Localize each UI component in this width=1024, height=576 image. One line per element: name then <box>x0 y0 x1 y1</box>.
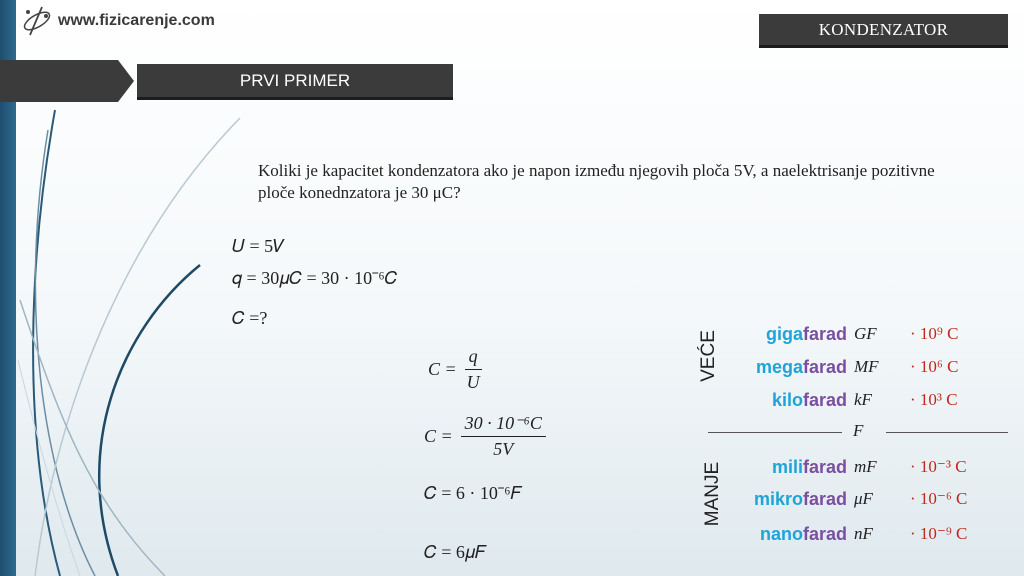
substitution-numerator: 30 · 10⁻⁶C <box>461 413 546 437</box>
curve-line <box>99 265 200 576</box>
curve-line <box>18 360 80 576</box>
larger-units-label: VEĆE <box>697 330 719 382</box>
formula-numerator: q <box>465 346 482 370</box>
divider-right <box>886 432 1008 433</box>
unit-factor: · 10⁶ C <box>910 357 959 376</box>
unit-row-mikro <box>720 489 1010 515</box>
unit-row-mili <box>720 457 1010 483</box>
substitution-denominator: 5V <box>493 439 514 459</box>
smaller-units-label: MANJE <box>702 461 724 527</box>
given-charge: 𝑞 = 30𝜇𝐶 = 30 · 10⁻⁶𝐶 <box>232 268 398 288</box>
atom-logo-icon <box>20 4 54 38</box>
problem-statement: Koliki je kapacitet kondenzatora ako je napon između njegovih ploča 5V, a naelektrisanje pozitivne ploče konednzatora je 30 μC? <box>258 161 935 202</box>
unit-symbol: mF <box>854 457 877 476</box>
unit-factor: · 10³ C <box>910 390 958 409</box>
given-voltage: 𝑈 = 5𝑉 <box>232 236 285 256</box>
unit-factor: · 10⁹ C <box>910 324 959 343</box>
substitution-lhs: C = <box>424 426 453 446</box>
unit-symbol: μF <box>854 489 873 508</box>
unit-row-kilo <box>720 390 1010 416</box>
unit-base: farad <box>802 457 847 477</box>
unit-symbol: GF <box>854 324 877 343</box>
unit-prefix: nano <box>759 524 803 544</box>
unit-row-mega <box>720 357 1010 383</box>
unit-row-nano <box>720 524 1010 550</box>
curve-line <box>35 118 240 576</box>
unit-prefix: mega <box>755 357 803 377</box>
unit-base: farad <box>802 324 847 344</box>
substitution <box>424 413 546 460</box>
result-scientific: 𝐶 = 6 · 10⁻⁶𝐹 <box>424 483 522 503</box>
section-title: PRVI PRIMER <box>137 64 453 100</box>
formula-denominator: U <box>466 372 480 392</box>
base-unit-symbol: F <box>853 421 864 440</box>
unit-base: farad <box>802 390 847 410</box>
divider-left <box>708 432 842 433</box>
unit-prefix: mili <box>771 457 803 477</box>
unit-base: farad <box>802 489 847 509</box>
topic-banner: KONDENZATOR <box>759 14 1008 48</box>
unit-symbol: kF <box>854 390 872 409</box>
unit-base: farad <box>802 524 847 544</box>
site-logo[interactable] <box>20 4 215 38</box>
result-microfarad: 𝐶 = 6𝜇𝐹 <box>424 542 486 562</box>
section-arrow <box>0 60 134 102</box>
unit-symbol: MF <box>854 357 879 376</box>
formula-lhs: C = <box>428 359 457 379</box>
unit-factor: · 10⁻³ C <box>910 457 967 476</box>
unit-row-giga <box>720 324 1010 350</box>
unknown-capacitance: 𝐶 =? <box>232 308 268 328</box>
unit-prefix: mikro <box>753 489 803 509</box>
unit-factor: · 10⁻⁹ C <box>910 524 968 543</box>
unit-base: farad <box>802 357 847 377</box>
unit-symbol: nF <box>854 524 873 543</box>
site-url[interactable]: www.fizicarenje.com <box>58 12 215 29</box>
capacitance-formula <box>428 346 482 393</box>
unit-factor: · 10⁻⁶ C <box>910 489 968 508</box>
unit-prefix: kilo <box>771 390 803 410</box>
unit-prefix: giga <box>765 324 803 344</box>
